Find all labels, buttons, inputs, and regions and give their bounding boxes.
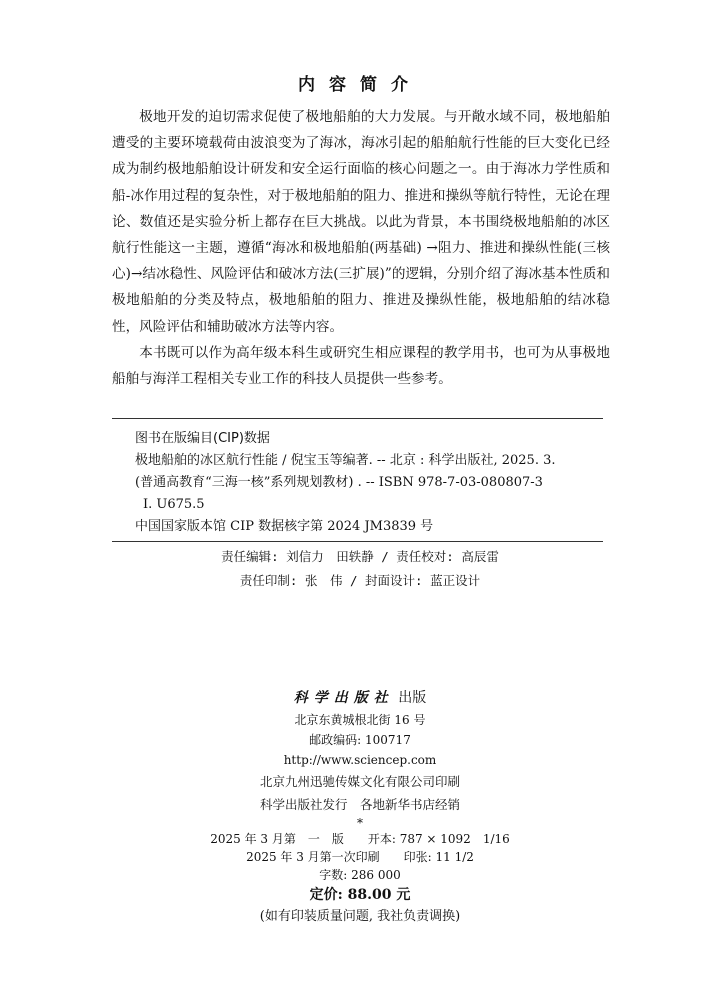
cip-series-line: (普通高教育“三海一核”系列规划教材) . -- ISBN 978-7-03-080807-3 (135, 475, 543, 490)
imprint-block (0, 688, 720, 928)
separator-star: * (357, 816, 363, 830)
edition-info: 2025 年 3 月第 一 版 开本: 787 × 1092 1/16 (210, 832, 510, 846)
publisher-suffix: 出版 (393, 690, 427, 706)
word-count: 字数: 286 000 (319, 868, 401, 882)
cip-classification: Ⅰ. U675.5 (143, 497, 205, 512)
credits-line: 责任编辑: 刘信力 田轶静 / 责任校对: 高辰雷 (221, 549, 499, 564)
cip-title-line: 极地船舶的冰区航行性能 / 倪宝玉等编著. -- 北京 : 科学出版社, 2025. 3. (135, 453, 556, 468)
credits-line: 责任印制: 张 伟 / 封面设计: 蓝正设计 (239, 573, 481, 588)
printing-info: 2025 年 3 月第一次印刷 印张: 11 1/2 (246, 850, 474, 864)
quality-notice: (如有印装质量问题, 我社负责调换) (259, 909, 461, 924)
publisher-url: http://www.sciencep.com (283, 753, 437, 767)
publisher-logo: 科学出版社 (293, 690, 394, 706)
postcode: 邮政编码: 100717 (309, 733, 411, 747)
cip-heading: 图书在版编目(CIP)数据 (135, 431, 270, 446)
printer: 北京九州迅驰传媒文化有限公司印刷 (259, 774, 460, 789)
page-title: 内容简介 (298, 75, 422, 95)
abstract-body (112, 104, 610, 392)
cip-bottom-divider (112, 541, 603, 542)
abstract-paragraph: 本书既可以作为高年级本科生或研究生相应课程的教学用书，也可为从事极地船舶与海洋工程相关专业工作的科技人员提供一些参考。 (112, 344, 610, 388)
price: 定价: 88.00 元 (309, 887, 411, 903)
cip-block (135, 428, 615, 538)
publisher-line (0, 688, 720, 708)
publisher-address: 北京东黄城根北街 16 号 (294, 713, 426, 727)
abstract-paragraph: 极地开发的迫切需求促使了极地船舶的大力发展。与开敞水域不同，极地船舶遭受的主要环境载荷由波浪变为了海冰，海冰引起的船舶航行性能的巨大变化已经成为制约极地船舶设计研发和安全运行面临的核心问题之一。由于海冰力学性质和船-冰作用过程的复杂性，对于极地船舶的阻力、推进和操纵等航行特性，无论在理论、数值还是实验分析上都存在巨大挑战。以此为背景，本书围绕极地船舶的冰区航行性能这一主题，遵循“海冰和极地船舶(两基础) →阻力、推进和操纵性能(三核心)→结冰稳性、风险评估和破冰方法(三扩展)”的逻辑，分别介绍了海冰基本性质和极地船舶的分类及特点，极地船舶的阻力、推进及操纵性能，极地船舶的结冰稳性，风险评估和辅助破冰方法等内容。 (112, 109, 610, 335)
cip-record-number: 中国国家版本馆 CIP 数据核字第 2024 JM3839 号 (135, 519, 434, 534)
distribution: 科学出版社发行 各地新华书店经销 (259, 797, 460, 812)
editorial-credits (0, 545, 720, 593)
cip-top-divider (112, 418, 603, 419)
